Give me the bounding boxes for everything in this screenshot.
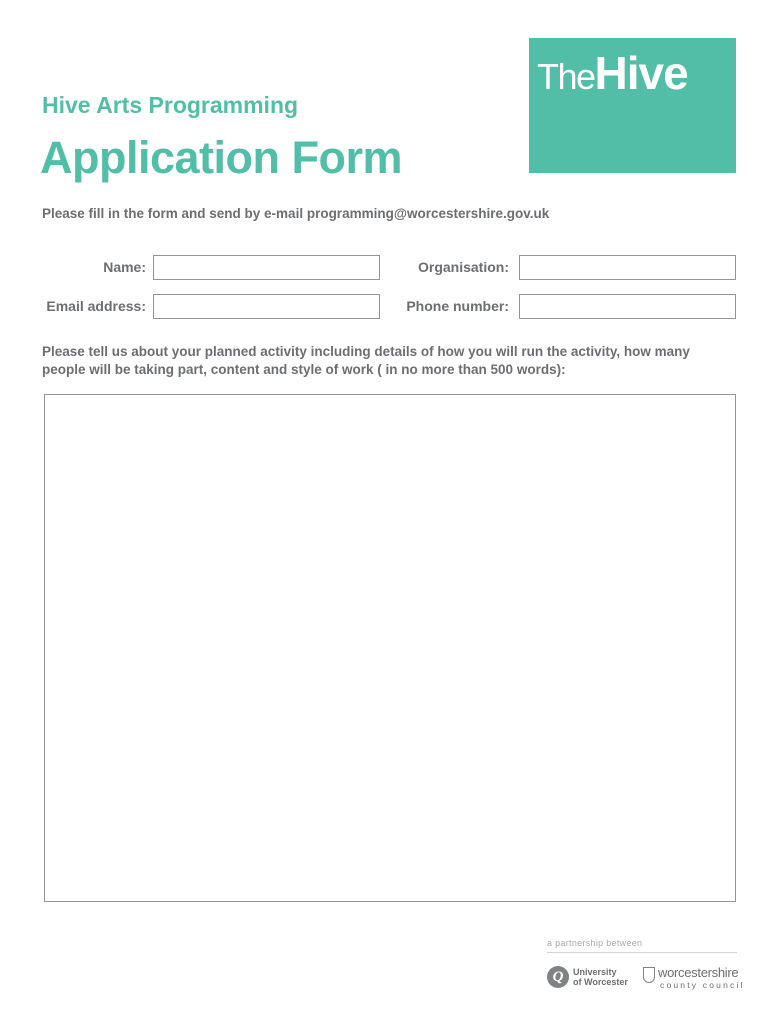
partnership-label: a partnership between	[547, 938, 643, 948]
university-of-worcester-logo-icon: Q	[547, 966, 569, 988]
worcestershire-crest-icon	[643, 967, 655, 983]
email-field[interactable]	[153, 294, 380, 319]
email-label: Email address:	[46, 298, 146, 314]
logo-the-text: The	[537, 56, 595, 97]
activity-description-textarea[interactable]	[44, 394, 736, 902]
uow-line2: of Worcester	[573, 977, 628, 987]
logo-wordmark	[537, 47, 688, 99]
the-hive-logo	[529, 38, 736, 173]
uow-line1: University	[573, 967, 617, 977]
organisation-field[interactable]	[519, 255, 736, 280]
name-field[interactable]	[153, 255, 380, 280]
logo-hive-text: Hive	[594, 47, 688, 99]
activity-prompt: Please tell us about your planned activity including details of how you will run the activity, how many people will be taking part, content and style of work ( in no more than 500 words):	[42, 344, 690, 377]
submission-instruction: Please fill in the form and send by e-mail programming@worcestershire.gov.uk	[42, 206, 550, 221]
partnership-divider	[547, 952, 737, 953]
name-label: Name:	[103, 259, 146, 275]
university-of-worcester-name	[573, 967, 628, 987]
form-subtitle: Hive Arts Programming	[42, 92, 299, 118]
page-title: Application Form	[40, 132, 402, 183]
organisation-label: Organisation:	[417, 259, 509, 275]
county-council-text: county council	[660, 980, 745, 990]
worcestershire-name: worcestershire	[658, 965, 739, 980]
phone-field[interactable]	[519, 294, 736, 319]
phone-label: Phone number:	[406, 298, 509, 314]
